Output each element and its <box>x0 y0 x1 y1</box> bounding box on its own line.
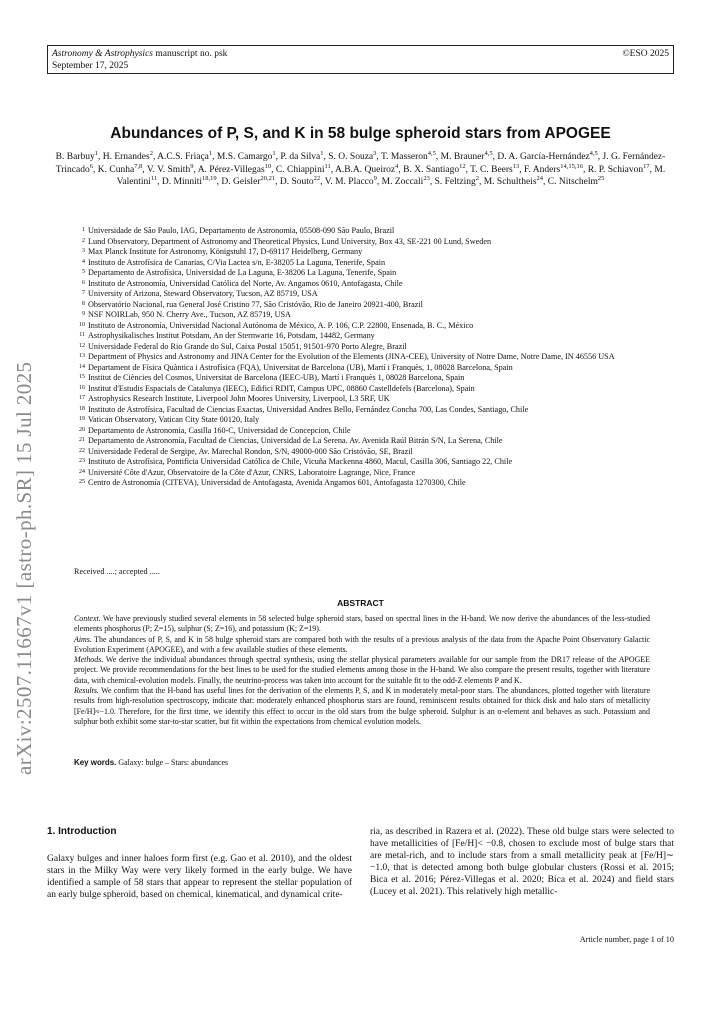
author <box>334 162 399 175</box>
affiliation-text: Max Planck Institute for Astronomy, Königstuhl 17, D-69117 Heidelberg, Germany <box>88 247 363 256</box>
affiliation-text: Institut de Ciències del Cosmos, Universitat de Barcelona (IEEC-UB), Martí i Franquès 1, 08028 Barcelona, Spain <box>88 373 465 382</box>
author <box>497 149 598 162</box>
affiliation-text: Lund Observatory, Department of Astronomy and Theoretical Physics, Lund University, Box 43, SE-221 00 Lund, Sweden <box>88 236 492 246</box>
affiliation-number: 17 <box>79 395 85 401</box>
affiliation-number: 23 <box>79 458 85 464</box>
affiliation-text: NSF NOIRLab, 950 N. Cherry Ave., Tucson, AZ 85719, USA <box>88 310 291 319</box>
author-name: V. V. Smith <box>146 164 191 175</box>
affiliation-item <box>73 405 674 416</box>
author-name: K. Cunha <box>97 164 135 175</box>
author-name: A. Pérez-Villegas <box>197 164 265 175</box>
author-affiliation-mark: 11 <box>150 174 158 182</box>
affiliation-item <box>73 468 674 479</box>
affiliation-number: 4 <box>82 258 85 265</box>
received-line: Received ....; accepted ..... <box>74 567 160 576</box>
intro-left-column: Galaxy bulges and inner haloes form first (e.g. Gao et al. 2010), and the oldest stars in the Milky Way were very likely formed in the early bulge. We have identified a sample of 58 stars that appear to represent the stellar population of an early bulge spheroid, based on chemical, kinematical, and dynamical crite- <box>47 854 352 900</box>
affiliation-item <box>73 447 674 458</box>
author-name: D. Geisler <box>221 177 261 187</box>
affiliation-number: 21 <box>79 437 85 443</box>
author-name: V. M. Placco <box>324 177 374 187</box>
author-name: M. Zoccali <box>381 177 424 187</box>
author-name: C. Nitschelm <box>547 177 598 187</box>
author <box>275 162 331 175</box>
affiliation-number: 14 <box>79 363 85 370</box>
author <box>328 149 377 162</box>
affiliation-item <box>73 237 674 248</box>
author-name: A.C.S. Friaça <box>157 152 209 162</box>
arxiv-stamp: arXiv:2507.11667v1 [astro-ph.SR] 15 Jul 2025 <box>12 361 36 775</box>
author-affiliation-mark: 22 <box>313 174 321 182</box>
author <box>197 162 272 175</box>
affiliation-number: 3 <box>82 248 85 254</box>
paper-title: Abundances of P, S, and K in 58 bulge spheroid stars from APOGEE <box>110 125 611 142</box>
affiliation-item <box>73 363 674 374</box>
affiliation-number: 11 <box>79 332 85 338</box>
author-affiliation-mark: 4,5 <box>589 149 598 157</box>
affiliation-item <box>73 478 674 489</box>
author-name: C. Chiappini <box>275 164 325 175</box>
affiliation-number: 6 <box>82 279 85 286</box>
context-label: Context. <box>74 614 101 623</box>
affiliation-number: 13 <box>79 353 85 359</box>
author <box>216 149 276 162</box>
aims-label: Aims. <box>74 634 92 644</box>
affiliation-text: Universidade de São Paulo, IAG, Departamento de Astronomia, 05508-090 São Paulo, Brazil <box>88 226 395 235</box>
affiliation-text: Instituto de Astrofísica de Canarias, C/Via Lactea s/n, E-38205 La Laguna, Tenerife, Spain <box>88 257 386 267</box>
affiliation-item <box>73 384 674 395</box>
affiliation-list <box>73 226 674 489</box>
affiliation-number: 19 <box>79 416 85 422</box>
author <box>483 174 544 187</box>
affiliation-text: Departamento de Astrofísica, Universidad de La Laguna, E-38206 La Laguna, Tenerife, Spain <box>88 268 397 277</box>
header-date: September 17, 2025 <box>52 61 129 71</box>
affiliation-number: 7 <box>82 290 85 296</box>
affiliation-item <box>73 247 674 258</box>
author <box>221 174 276 187</box>
abstract-results: Results. We confirm that the H-band has useful lines for the derivation of the elements P, S, and K in moderately metal-poor stars. The abundances, plotted together with literature results from high-resolution spectroscopy, indicate that: moderately enhanced phosphorus stars are found, reminiscent results obtained for thick disk and halo stars of metallicity [Fe/H]≈−1.0. Therefore, for the first time, we identify this effect to occur in the old stars from the bulge spheroid. Sulphur is an α-element and behaves as such. Potassium and sulphur both exhibit some star-to-star scatter, but fit within the expectations from chemical evolution models. <box>74 686 650 726</box>
author-affiliation-mark: 7,8 <box>134 162 143 170</box>
affiliation-item <box>73 342 674 353</box>
author-affiliation-mark: 17 <box>643 162 650 170</box>
affiliation-text: Departament de Física Quàntica i Astrofísica (FQA), Universitat de Barcelona (UB), Martí i Franquès, 1, 08028 Barcelona, Spain <box>88 362 513 372</box>
author-name: T. Masseron <box>380 152 428 162</box>
author-affiliation-mark: 25 <box>597 174 605 182</box>
affiliation-text: Instituto de Astronomía, Universidad Católica del Norte, Av. Angamos 0610, Antofagasta, Chile <box>88 278 403 288</box>
affiliation-number: 15 <box>79 374 85 380</box>
abstract-heading: ABSTRACT <box>337 598 384 608</box>
author-affiliation-mark: 4 <box>395 162 399 170</box>
author <box>324 174 377 187</box>
affiliation-text: Institut d'Estudis Espacials de Catalunya (IEEC), Edifici RDIT, Campus UPC, 08860 Castelldefels (Barcelona), Spain <box>88 383 475 393</box>
affiliation-item <box>73 310 674 321</box>
author-affiliation-mark: 2 <box>475 174 479 182</box>
journal-name: Astronomy & Astrophysics <box>52 49 153 59</box>
affiliation-item <box>73 415 674 426</box>
affiliation-text: Departamento de Astronomía, Facultad de Ciencias, Universidad de La Serena. Av. Avenida Raúl Bitrán S/N, La Serena, Chile <box>88 436 503 445</box>
author-affiliation-mark: 4,5 <box>484 149 493 157</box>
author <box>146 162 194 175</box>
affiliation-number: 22 <box>79 447 85 454</box>
abstract-body <box>74 614 650 727</box>
author <box>55 149 98 162</box>
affiliation-text: Universidade Federal do Rio Grande do Sul, Caixa Postal 15051, 91501-970 Porto Alegre, Brazil <box>88 341 407 351</box>
author-affiliation-mark: 11 <box>324 162 331 170</box>
methods-label: Methods. <box>74 655 104 665</box>
author-affiliation-mark: 1 <box>320 149 324 157</box>
keywords <box>74 758 228 767</box>
keywords-text: Galaxy: bulge – Stars: abundances <box>118 758 229 767</box>
affiliation-number: 25 <box>79 479 85 485</box>
author-name: P. da Silva <box>280 152 321 162</box>
affiliation-item <box>73 321 674 332</box>
author-name: J. G. Fernández-Trincado <box>55 152 666 175</box>
author <box>524 162 583 175</box>
affiliation-item <box>73 258 674 269</box>
intro-right-column: ria, as described in Razera et al. (2022). These old bulge stars were selected to have metallicities of [Fe/H]< −0.8, chosen to exclude most of bulge stars that are metal-rich, and to include stars from a small metallicity peak at [Fe/H]∼ −1.0, that is detected among both bulge globular clusters (Rossi et al. 2015; Bica et al. 2016; Pérez-Villegas et al. 2020; Bica et al. 2024) and field stars (Lucey et al. 2021). This relatively high metallic- <box>370 827 674 897</box>
affiliation-text: Université Côte d'Azur, Observatoire de la Côte d'Azur, CNRS, Laboratoire Lagrange, Nice, France <box>88 467 416 477</box>
affiliation-text: Instituto de Astrofísica, Facultad de Ciencias Exactas, Universidad Andres Bello, Fernández Concha 700, Las Condes, Santiago, Chile <box>88 404 529 414</box>
journal-line <box>52 48 669 60</box>
author-name: D. Minniti <box>161 177 203 187</box>
affiliation-text: Departamento de Astronomia, Casilla 160-C, Universidad de Concepcion, Chile <box>88 425 351 435</box>
author-affiliation-mark: 1 <box>94 149 98 157</box>
affiliation-item <box>73 352 674 363</box>
author-affiliation-mark: 6 <box>89 162 93 170</box>
abstract-methods: Methods. We derive the individual abundances through spectral synthesis, using the stellar physical parameters available for our sample from the DR17 release of the APOGEE project. We provide recommendations for the best lines to be used for the studied elements among those in the H-band. We also compare the present results, together with literature data, with chemical-evolution models. Finally, the neutrino-process was taken into account for the suitable fit to the odd-Z elements P and K. <box>74 655 650 685</box>
affiliation-text: Instituto de Astronomía, Universidad Nacional Autónoma de México, A. P. 106, C.P. 22800, Ensenada, B. C., México <box>88 320 474 330</box>
copyright: ©ESO 2025 <box>622 49 669 59</box>
author-name: B. X. Santiago <box>403 164 460 175</box>
author-affiliation-mark: 18,19 <box>202 174 217 182</box>
affiliation-text: Department of Physics and Astronomy and JINA Center for the Evolution of the Elements (JINA-CEE), University of Notre Dame, Notre Dame, IN 46556 USA <box>88 352 615 361</box>
affiliation-item <box>73 426 674 437</box>
affiliation-item <box>73 226 674 237</box>
affiliation-number: 1 <box>82 227 85 233</box>
author-affiliation-mark: 10 <box>264 162 272 170</box>
affiliation-item <box>73 331 674 342</box>
affiliation-text: Vatican Observatory, Vatican City State 00120, Italy <box>88 415 260 424</box>
affiliation-number: 10 <box>79 321 85 328</box>
author <box>280 149 324 162</box>
author-name: A.B.A. Queiroz <box>334 164 396 175</box>
affiliation-number: 18 <box>79 405 85 412</box>
journal-header-box <box>47 45 674 74</box>
intro-heading: 1. Introduction <box>47 826 117 837</box>
author <box>381 174 430 187</box>
author-affiliation-mark: 4,5 <box>427 149 436 157</box>
author <box>161 174 217 187</box>
manuscript-id: manuscript no. psk <box>155 49 228 59</box>
author-affiliation-mark: 20,21 <box>260 174 276 182</box>
author <box>102 149 153 162</box>
author-name: M.S. Camargo <box>216 152 273 162</box>
author-name: M. Valentini <box>116 164 666 187</box>
affiliation-item <box>73 279 674 290</box>
author-affiliation-mark: 14,15,16 <box>560 162 583 170</box>
page-number: Article number, page 1 of 10 <box>579 935 674 944</box>
author-name: B. Barbuy <box>55 152 95 162</box>
author-affiliation-mark: 2 <box>149 149 153 157</box>
keywords-label: Key words. <box>74 758 117 767</box>
affiliation-number: 24 <box>79 468 85 475</box>
affiliation-number: 20 <box>79 426 85 433</box>
author-name: S. Feltzing <box>434 177 476 187</box>
author-affiliation-mark: 24 <box>536 174 544 182</box>
affiliation-text: Astrophysics Research Institute, Liverpool John Moores University, Liverpool, L3 5RF, UK <box>88 394 390 403</box>
author-affiliation-mark: 9 <box>190 162 194 170</box>
author-name: D. A. García-Hernández <box>497 152 590 162</box>
affiliation-number: 12 <box>79 342 85 349</box>
affiliation-text: University of Arizona, Steward Observatory, Tucson, AZ 85719, USA <box>88 289 318 298</box>
affiliation-number: 2 <box>82 237 85 244</box>
affiliation-item <box>73 268 674 279</box>
affiliation-item <box>73 394 674 405</box>
author-name: H. Ernandes <box>102 152 150 162</box>
author-name: D. Souto <box>279 177 314 187</box>
abstract-context: Context. We have previously studied several elements in 58 selected bulge spheroid stars, based on spectral lines in the H-band. We now derive the abundances of the less-studied elements phosphorus (P; Z=15), sulphur (S; Z=16), and potassium (K; Z=19). <box>74 614 650 634</box>
author <box>380 149 436 162</box>
affiliation-text: Instituto de Astrofísica, Pontificia Universidad Católica de Chile, Vicuña Mackenna 4860, Macul, Casilla 306, Santiago 22, Chile <box>88 457 513 466</box>
affiliation-text: Astrophysikalisches Institut Potsdam, An der Sternwarte 16, Potsdam, 14482, Germany <box>88 331 375 340</box>
affiliation-item <box>73 373 674 384</box>
affiliation-item <box>73 457 674 468</box>
affiliation-text: Observatório Nacional, rua General José Cristino 77, São Cristóvão, Rio de Janeiro 20921-400, Brazil <box>88 299 423 309</box>
abstract-aims: Aims. The abundances of P, S, and K in 58 bulge spheroid stars are compared both with the results of a previous analysis of the data from the Apache Point Observatory Galactic Evolution Experiment (APOGEE), and with a few available studies of these elements. <box>74 634 650 654</box>
affiliation-number: 9 <box>82 311 85 317</box>
author-name: R. P. Schiavon <box>587 164 644 175</box>
affiliation-item <box>73 300 674 311</box>
author <box>403 162 466 175</box>
affiliation-number: 16 <box>79 384 85 391</box>
affiliation-text: Universidade Federal de Sergipe, Av. Marechal Rondon, S/N, 49000-000 São Cristóvão, SE, Brazil <box>88 446 413 456</box>
affiliation-number: 5 <box>82 269 85 275</box>
affiliation-text: Centro de Astronomía (CITEVA), Universidad de Antofagasta, Avenida Angamos 601, Antofagasta 1270300, Chile <box>88 478 466 487</box>
author-affiliation-mark: 3 <box>373 149 377 157</box>
author <box>470 162 520 175</box>
author-list: B. Barbuy$^1$, H. Ernandes$^2$, A.C.S. Friaça$^1$, M.S. Camargo$^1$, P. da Silva$^1$, S. O. Souza$^3$, T. Masseron$^{4,5}$, M. Brauner$^{4,5}$, D. A. García-Hernández$^{4,5}$, J. G. Fernández-Trincado$^6$, K. Cunha$^{7,8}$, V. V. Smith$^9$, A. Pérez-Villegas$^{10}$, C. Chiappini$^{11}$, A.B.A. Queiroz$^4$, B. X. Santiago$^{12}$, T. C. Beers$^{13}$, F. Anders$^{14,15,16}$, R. P. Schiavon$^{17}$, M. Valentini$^{11}$, D. Minniti$^{18,19}$, D. Geisler$^{20,21}$, D. Souto$^{22}$, V. M. Placco$^9$, M. Zoccali$^{23}$, S. Feltzing$^2$, M. Schultheis$^{24}$, C. Nitschelm$^{25}$ <box>55 149 666 187</box>
affiliation-item <box>73 436 674 447</box>
author-affiliation-mark: 23 <box>423 174 430 182</box>
author <box>440 149 493 162</box>
author <box>279 174 321 187</box>
author-affiliation-mark: 9 <box>373 174 377 182</box>
author-name: S. O. Souza <box>328 152 374 162</box>
author <box>97 162 143 175</box>
author-affiliation-mark: 13 <box>512 162 520 170</box>
author <box>157 149 213 162</box>
author-affiliation-mark: 1 <box>272 149 276 157</box>
affiliation-number: 8 <box>82 300 85 307</box>
affiliation-item <box>73 289 674 300</box>
results-label: Results. <box>74 686 99 696</box>
author-name: M. Brauner <box>440 152 485 162</box>
author-name: M. Schultheis <box>483 177 537 187</box>
author <box>434 174 479 187</box>
author-affiliation-mark: 1 <box>208 149 213 157</box>
author <box>547 174 605 187</box>
author-name: T. C. Beers <box>470 164 513 175</box>
author <box>587 162 650 175</box>
author-name: F. Anders <box>524 164 561 175</box>
author-affiliation-mark: 12 <box>459 162 466 170</box>
